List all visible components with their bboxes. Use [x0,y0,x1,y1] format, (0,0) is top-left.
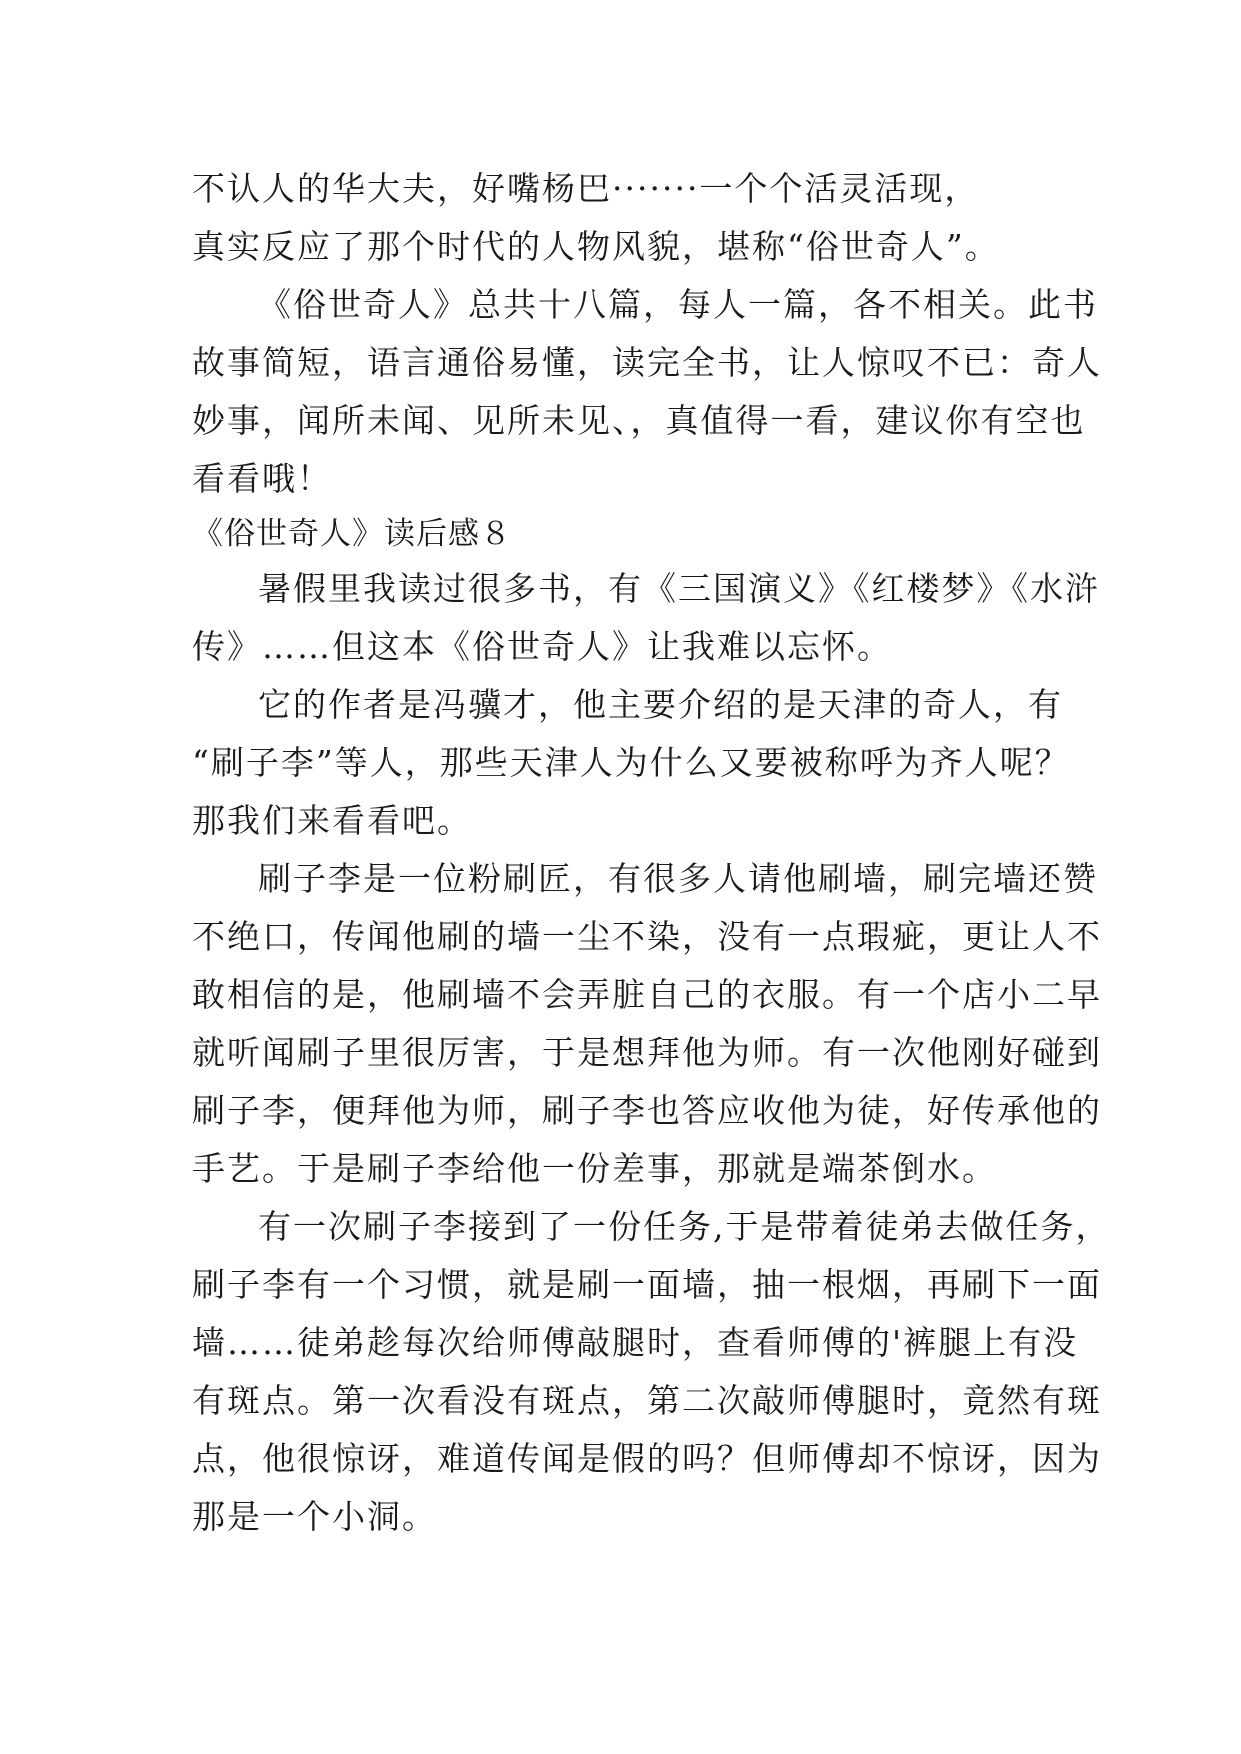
text-line: 它的作者是冯骥才，他主要介绍的是天津的奇人，有 [258,685,1063,724]
text-line: 点，他很惊讶，难道传闻是假的吗？但师傅却不惊讶，因为 [192,1439,1102,1478]
text-line: 刷子李有一个习惯，就是刷一面墙，抽一根烟，再刷下一面 [192,1265,1102,1304]
paragraph [192,560,1100,676]
text-line: 真实反应了那个时代的人物风貌，堪称“俗世奇人”。 [192,227,1000,266]
text-line: 传》……但这本《俗世奇人》让我难以忘怀。 [192,627,892,666]
text-line: “刷子李”等人，那些天津人为什么又要被称呼为齐人呢？ [192,743,1070,782]
text-line: 妙事，闻所未闻、见所未见、，真值得一看，建议你有空也 [192,401,1086,440]
paragraph [192,160,1072,276]
text-line: 就听闻刷子里很厉害，于是想拜他为师。有一次他刚好碰到 [192,1033,1102,1072]
text-line: 不认人的华大夫，好嘴杨巴·······一个个活灵活现， [192,169,980,208]
text-line: 敢相信的是，他刷墙不会弄脏自己的衣服。有一个店小二早 [192,975,1102,1014]
paragraph [192,276,1102,508]
text-line: 手艺。于是刷子李给他一份差事，那就是端茶倒水。 [192,1149,997,1188]
text-line: 墙……徒弟趁每次给师傅敲腿时，查看师傅的'裤腿上有没 [192,1323,1079,1362]
text-line: 那我们来看看吧。 [192,801,472,840]
text-line: 刷子李是一位粉刷匠，有很多人请他刷墙，刷完墙还赞 [258,859,1098,898]
text-line: 那是一个小洞。 [192,1497,437,1536]
text-line: 故事简短，语言通俗易懂，读完全书，让人惊叹不已：奇人 [192,343,1102,382]
text-line: 不绝口，传闻他刷的墙一尘不染，没有一点瑕疵，更让人不 [192,917,1102,956]
document-body [192,160,1111,1546]
paragraph [192,676,1072,850]
text-line: 《俗世奇人》总共十八篇，每人一篇，各不相关。此书 [258,285,1098,324]
text-line: 刷子李，便拜他为师，刷子李也答应收他为徒，好传承他的 [192,1091,1102,1130]
paragraph [192,850,1102,1198]
text-line: 有一次刷子李接到了一份任务,于是带着徒弟去做任务， [258,1207,1111,1246]
text-line: 暑假里我读过很多书，有《三国演义》《红楼梦》《水浒 [258,569,1100,608]
section-title: 《俗世奇人》读后感８ [192,516,512,552]
text-line: 看看哦！ [192,459,332,498]
text-line: 有斑点。第一次看没有斑点，第二次敲师傅腿时，竟然有斑 [192,1381,1102,1420]
paragraph [192,1198,1111,1546]
